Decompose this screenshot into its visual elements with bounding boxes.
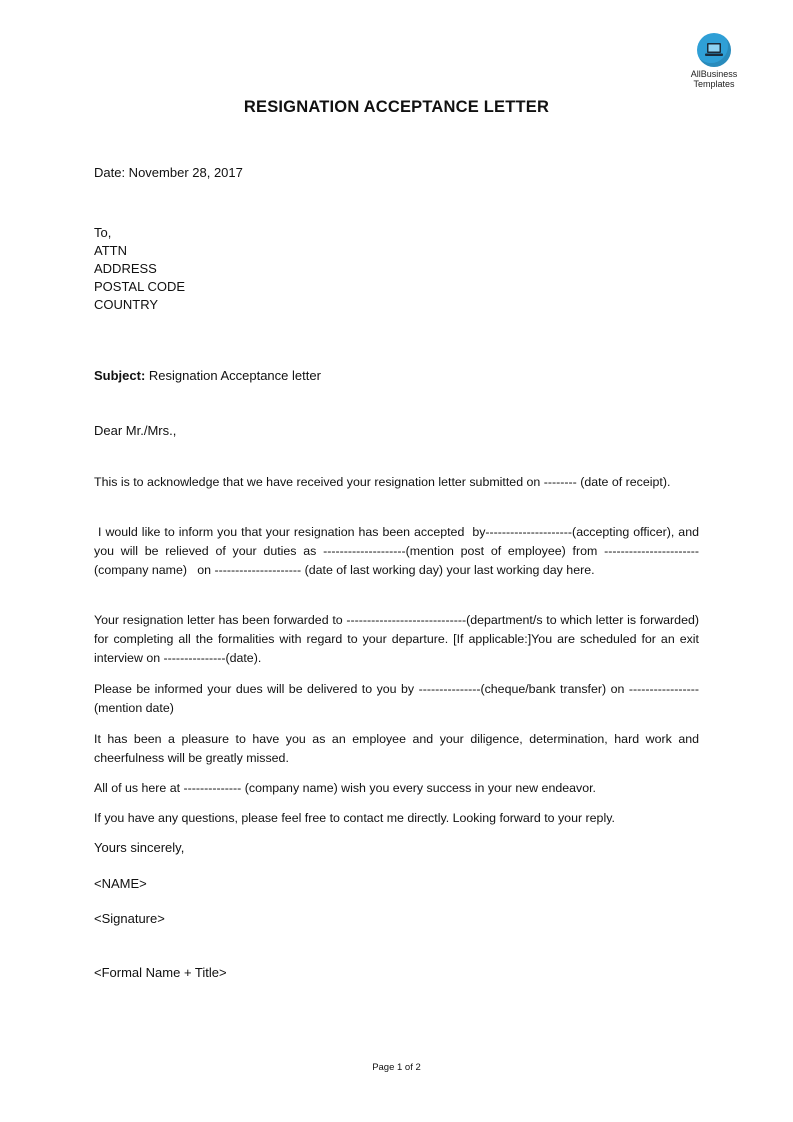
address-street: ADDRESS <box>94 261 157 276</box>
logo-text <box>676 69 752 89</box>
paragraph-acceptance: I would like to inform you that your resignation has been accepted by---------------------(accepting officer), and you will be relieved of your duties as --------------------(mention post of employee) from -----------------------(company name) on --------------------- (date of last working day) your last working day here. <box>94 525 703 577</box>
closing: Yours sincerely, <box>94 840 185 855</box>
logo-badge <box>697 33 731 67</box>
sender-name: <NAME> <box>94 876 147 891</box>
subject-line <box>94 367 321 385</box>
paragraph-success: All of us here at -------------- (company name) wish you every success in your new endeavor. <box>94 781 596 795</box>
address-attn: ATTN <box>94 243 127 258</box>
address-country: COUNTRY <box>94 297 159 312</box>
address-to: To, <box>94 225 112 240</box>
paragraph-dues: Please be informed your dues will be delivered to you by ---------------(cheque/bank transfer) on -----------------(mention date) <box>94 682 699 715</box>
paragraph-forwarded: Your resignation letter has been forwarded to -----------------------------(department/s to which letter is forwarded) for completing all the formalities with regard to your departure. [If applicable:]You are scheduled for an exit interview on ---------------(date). <box>94 613 699 665</box>
logo-line2: Templates <box>693 79 735 89</box>
subject-label: Subject: <box>94 368 146 383</box>
letter-date: Date: November 28, 2017 <box>94 165 243 180</box>
paragraph-pleasure: It has been a pleasure to have you as an employee and your diligence, determination, hard work and cheerfulness will be greatly missed. <box>94 732 699 765</box>
page-title: RESIGNATION ACCEPTANCE LETTER <box>243 98 550 116</box>
paragraph-questions: If you have any questions, please feel free to contact me directly. Looking forward to your reply. <box>94 811 615 825</box>
laptop-icon <box>704 41 724 59</box>
logo-line1: AllBusiness <box>690 69 738 79</box>
paragraph-acknowledge: This is to acknowledge that we have received your resignation letter submitted on -------- (date of receipt). <box>94 475 671 489</box>
logo <box>676 33 752 89</box>
signature-placeholder: <Signature> <box>94 911 165 926</box>
formal-name-title: <Formal Name + Title> <box>94 965 227 980</box>
salutation: Dear Mr./Mrs., <box>94 423 177 438</box>
page-number: Page 1 of 2 <box>372 1062 421 1073</box>
subject-text: Resignation Acceptance letter <box>145 368 321 383</box>
address-postal: POSTAL CODE <box>94 279 186 294</box>
